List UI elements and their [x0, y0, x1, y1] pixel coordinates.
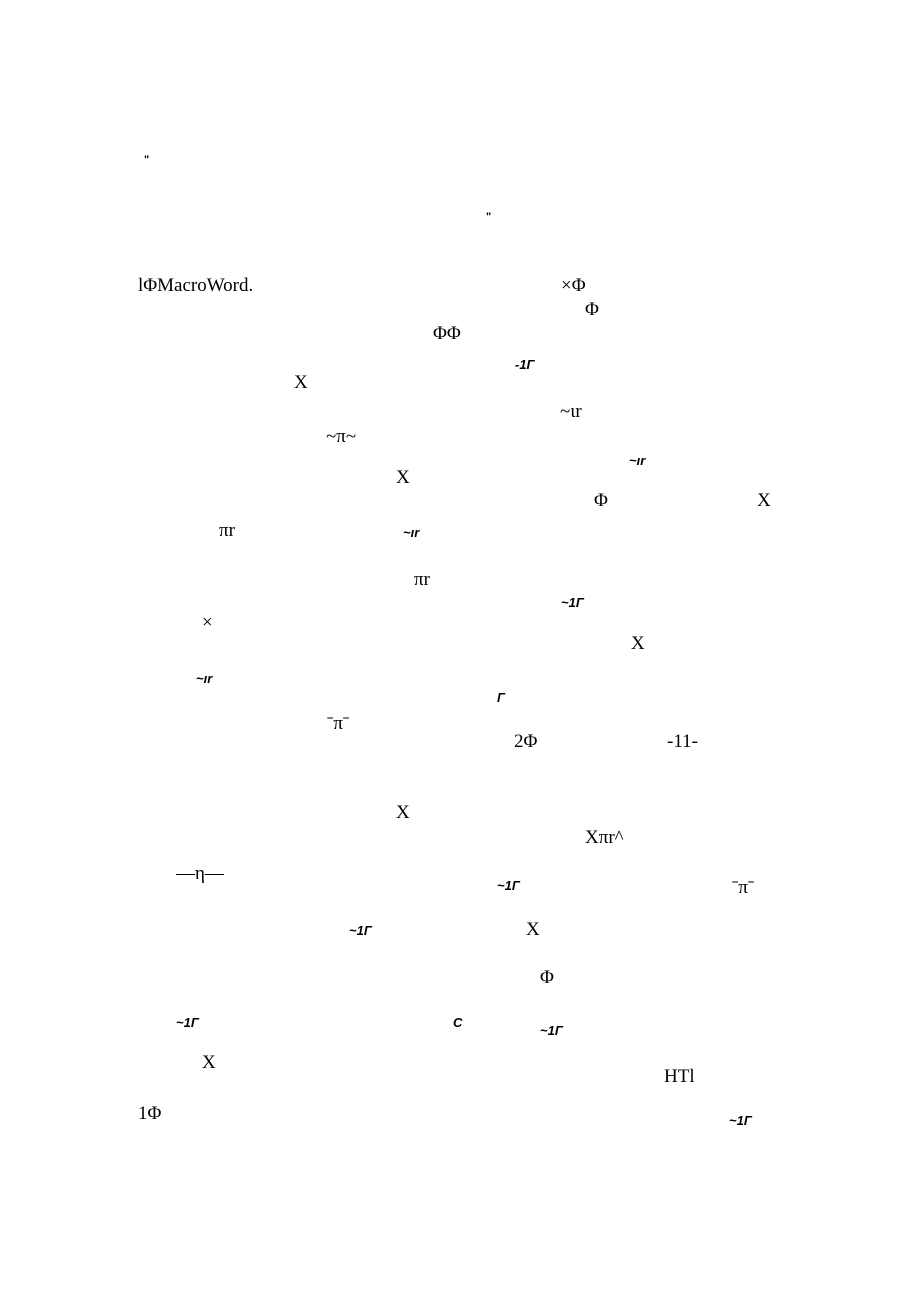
text-fragment: X: [396, 467, 410, 488]
text-fragment: 2Φ: [514, 731, 538, 752]
text-fragment: ΦΦ: [433, 323, 461, 344]
text-fragment: ~ır: [196, 671, 213, 686]
text-fragment: ~1Γ: [729, 1113, 752, 1128]
text-fragment: Γ: [497, 690, 505, 705]
text-fragment: lΦMacroWord.: [138, 275, 254, 296]
text-fragment: ~1Γ: [176, 1015, 199, 1030]
text-fragment: πr: [219, 520, 235, 541]
text-fragment: -1Γ: [515, 357, 535, 372]
text-fragment: πr: [414, 569, 430, 590]
text-fragment: Φ: [585, 299, 599, 320]
text-fragment: 1Φ: [138, 1103, 162, 1124]
text-fragment: ~1Γ: [561, 595, 584, 610]
text-fragment: ~ır: [629, 453, 646, 468]
text-fragment: X: [631, 633, 645, 654]
text-fragment: ": [144, 154, 150, 166]
text-fragment: ~ır: [403, 525, 420, 540]
text-fragment: HTl: [664, 1066, 695, 1087]
text-fragment: ˉπˉ: [732, 877, 755, 898]
text-fragment: X: [757, 490, 771, 511]
text-fragment: ": [486, 211, 492, 223]
text-fragment: -11-: [667, 731, 698, 752]
text-fragment: X: [526, 919, 540, 940]
text-fragment: ~π~: [326, 426, 357, 447]
text-fragment: X: [294, 372, 308, 393]
text-fragment: —η—: [176, 863, 224, 884]
text-fragment: ×: [202, 612, 213, 633]
text-fragment: ×Φ: [561, 275, 586, 296]
text-fragment: ~1Γ: [349, 923, 372, 938]
text-fragment: ~ιr: [560, 401, 582, 422]
text-fragment: ˉπˉ: [327, 713, 350, 734]
text-fragment: Φ: [594, 490, 608, 511]
text-fragment: ~1Γ: [540, 1023, 563, 1038]
text-fragment: Φ: [540, 967, 554, 988]
text-fragment: Xπr^: [585, 827, 624, 848]
text-fragment: X: [396, 802, 410, 823]
text-fragment: C: [453, 1015, 463, 1030]
text-fragment: ~1Γ: [497, 878, 520, 893]
text-fragment: X: [202, 1052, 216, 1073]
